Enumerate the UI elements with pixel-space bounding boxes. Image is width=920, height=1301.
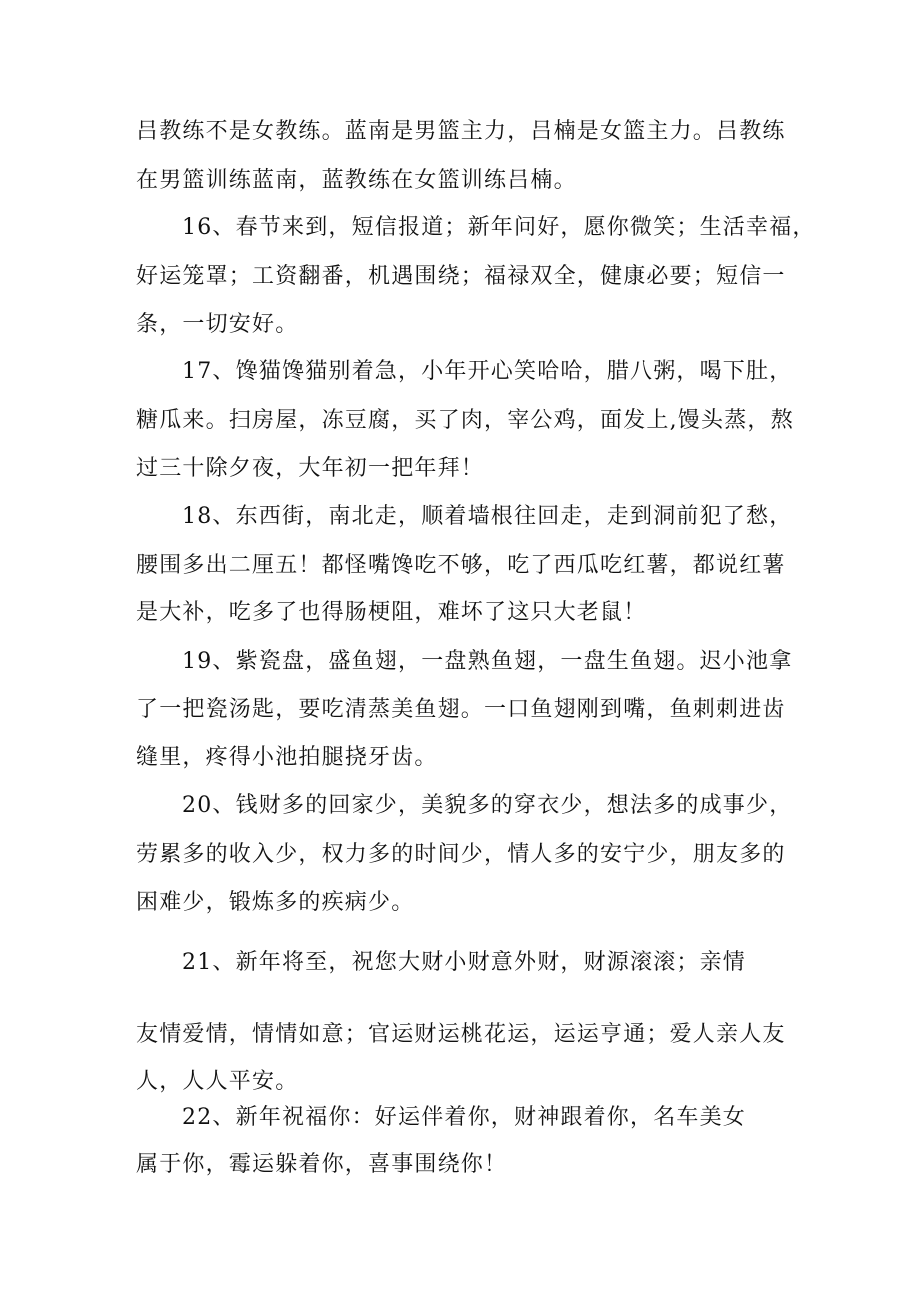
- paragraph-line: 糖瓜来。扫房屋，冻豆腐，买了肉，宰公鸡，面发上,馒头蒸，熬: [136, 408, 794, 433]
- paragraph-line: 吕教练不是女教练。蓝南是男篮主力，吕楠是女篮主力。吕教练: [136, 119, 786, 144]
- paragraph-line: 友情爱情，情情如意；官运财运桃花运，运运亨通；爱人亲人友: [136, 1022, 786, 1047]
- paragraph-line: 19、紫瓷盘，盛鱼翅，一盘熟鱼翅，一盘生鱼翅。迟小池拿: [182, 649, 793, 674]
- paragraph-line: 属于你，霉运躲着你，喜事围绕你！: [136, 1152, 508, 1177]
- paragraph-line: 20、钱财多的回家少，美貌多的穿衣少，想法多的成事少，: [182, 793, 793, 818]
- paragraph-line: 条，一切安好。: [136, 312, 299, 337]
- paragraph-line: 好运笼罩；工资翻番，机遇围绕；福禄双全，健康必要；短信一: [136, 264, 786, 289]
- paragraph-line: 22、新年祝福你：好运伴着你，财神跟着你，名车美女: [182, 1105, 746, 1130]
- paragraph-line: 劳累多的收入少，权力多的时间少，情人多的安宁少，朋友多的: [136, 842, 786, 867]
- paragraph-line: 腰围多出二厘五！都怪嘴馋吃不够，吃了西瓜吃红薯，都说红薯: [136, 553, 786, 578]
- paragraph-line: 18、东西街，南北走，顺着墙根往回走，走到洞前犯了愁，: [182, 504, 793, 529]
- paragraph-line: 21、新年将至，祝您大财小财意外财，财源滚滚；亲情: [182, 950, 746, 975]
- paragraph-line: 人，人人平安。: [136, 1069, 299, 1094]
- paragraph-line: 困难少，锻炼多的疾病少。: [136, 890, 415, 915]
- paragraph-line: 了一把瓷汤匙，要吃清蒸美鱼翅。一口鱼翅刚到嘴，鱼刺刺进齿: [136, 697, 786, 722]
- paragraph-line: 缝里，疼得小池拍腿挠牙齿。: [136, 745, 438, 770]
- paragraph-line: 在男篮训练蓝南，蓝教练在女篮训练吕楠。: [136, 168, 577, 193]
- paragraph-line: 过三十除夕夜，大年初一把年拜！: [136, 456, 485, 481]
- paragraph-line: 16、春节来到，短信报道；新年问好，愿你微笑；生活幸福，: [182, 215, 816, 240]
- paragraph-line: 17、馋猫馋猫别着急，小年开心笑哈哈，腊八粥，喝下肚，: [182, 359, 793, 384]
- paragraph-line: 是大补，吃多了也得肠梗阻，难坏了这只大老鼠！: [136, 600, 647, 625]
